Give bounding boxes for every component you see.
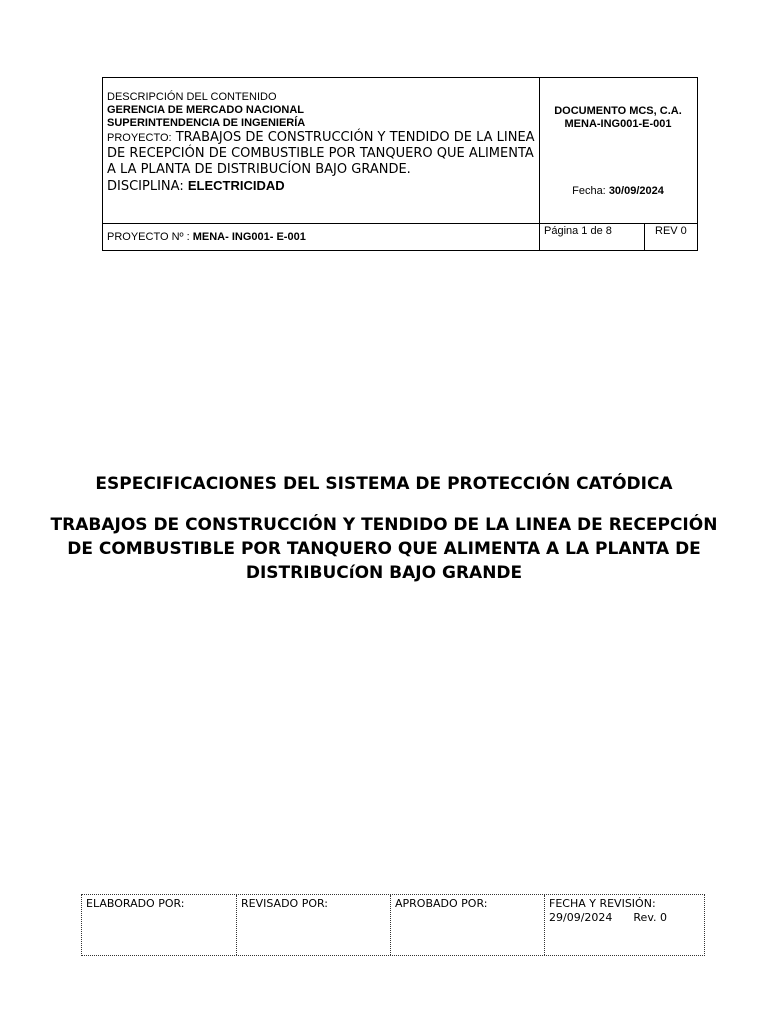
approved-by-cell	[391, 895, 545, 955]
company-line-1: GERENCIA DE MERCADO NACIONAL	[107, 104, 304, 116]
content-description-label: DESCRIPCIÓN DEL CONTENIDO	[107, 91, 277, 103]
document-company: DOCUMENTO MCS, C.A.	[554, 105, 682, 117]
work-title: TRABAJOS DE CONSTRUCCIÓN Y TENDIDO DE LA LINEA DE RECEPCIÓN DE COMBUSTIBLE POR TANQUERO QUE ALIMENTA A LA PLANTA DE DISTRIBUCíON BAJO GRANDE	[50, 515, 718, 583]
approved-by-label: APROBADO POR:	[395, 897, 488, 910]
date-revision-values	[549, 911, 704, 925]
prepared-by-cell	[82, 895, 237, 955]
project-number-label: PROYECTO Nº :	[107, 231, 190, 243]
document-info	[539, 105, 697, 131]
project-description	[107, 130, 539, 178]
reviewed-by-label: REVISADO POR:	[241, 897, 329, 910]
project-number-value: MENA- ING001- E-001	[192, 231, 306, 243]
project-number	[107, 224, 306, 251]
date-value: 30/09/2024	[608, 185, 664, 197]
signature-date: 29/09/2024	[549, 911, 613, 924]
project-label: PROYECTO:	[107, 132, 172, 144]
signature-table	[81, 894, 705, 956]
document-date	[539, 185, 697, 198]
discipline-line	[107, 178, 539, 195]
document-header-table	[102, 77, 698, 251]
revision-number: REV 0	[655, 225, 687, 237]
reviewed-by-cell	[237, 895, 391, 955]
company-line-2: SUPERINTENDENCIA DE INGENIERÍA	[107, 117, 306, 129]
document-info-cell	[539, 78, 697, 224]
content-description-cell	[103, 78, 540, 224]
page-number: Página 1 de 8	[544, 225, 612, 237]
document-code: MENA-ING001-E-001	[564, 118, 672, 130]
revision-cell	[645, 223, 697, 251]
signature-revision: Rev. 0	[633, 911, 667, 924]
date-label: Fecha:	[572, 185, 606, 197]
discipline-value: ELECTRICIDAD	[187, 178, 285, 193]
page-number-cell	[539, 223, 645, 251]
specification-title: ESPECIFICACIONES DEL SISTEMA DE PROTECCIÓN CATÓDICA	[95, 474, 673, 494]
date-revision-cell	[545, 895, 704, 955]
discipline-label: DISCIPLINA:	[107, 179, 184, 194]
prepared-by-label: ELABORADO POR:	[86, 897, 185, 910]
project-title: TRABAJOS DE CONSTRUCCIÓN Y TENDIDO DE LA LINEA DE RECEPCIÓN DE COMBUSTIBLE POR TANQUERO QUE ALIMENTA A LA PLANTA DE DISTRIBUCÍON BAJO GRANDE.	[107, 130, 535, 177]
date-revision-label: FECHA Y REVISIÓN:	[549, 897, 656, 910]
